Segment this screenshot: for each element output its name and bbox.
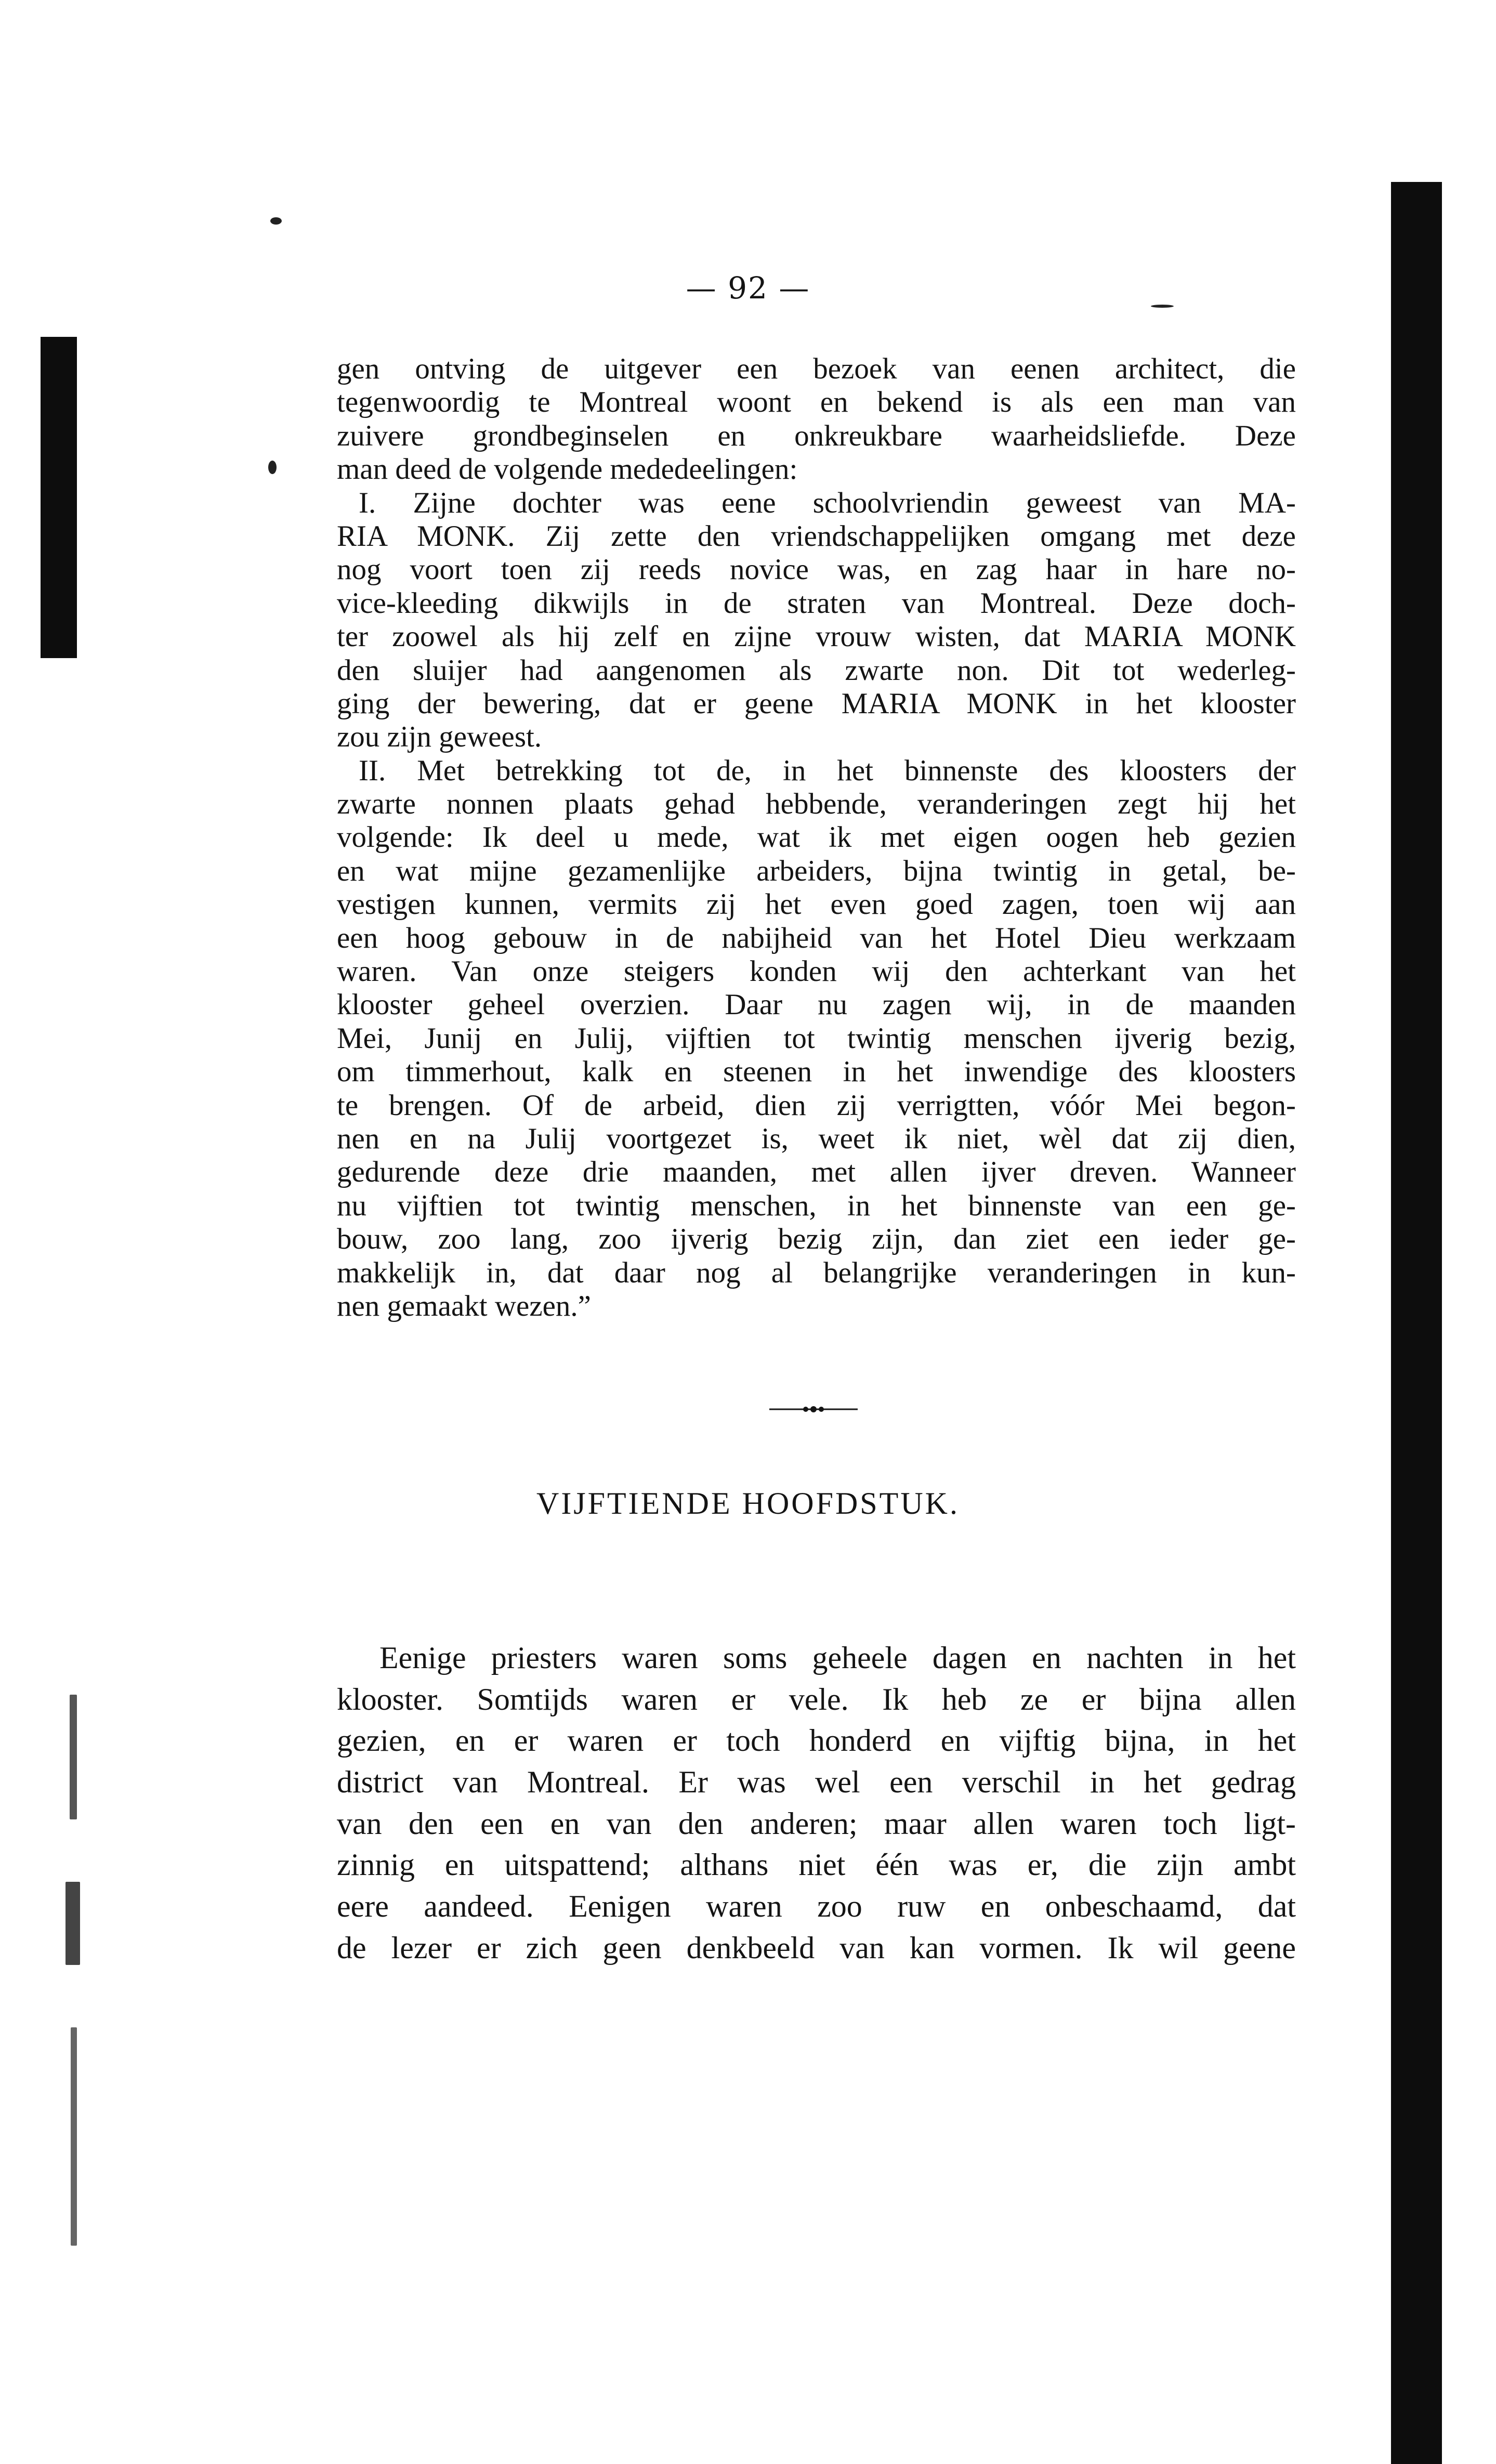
text-line: nu vijftien tot twintig menschen, in het binnenste van een ge-: [337, 1189, 1296, 1222]
scan-speck: [70, 1695, 77, 1819]
text-line: ter zoowel als hij zelf en zijne vrouw wisten, dat MARIA MONK: [337, 620, 1296, 653]
text-line: klooster geheel overzien. Daar nu zagen wij, in de maanden: [337, 988, 1296, 1021]
section-divider-ornament: [769, 1406, 858, 1413]
text-line: van den een en van den anderen; maar allen waren toch ligt-: [337, 1806, 1296, 1841]
text-line: vestigen kunnen, vermits zij het even goed zagen, toen wij aan: [337, 888, 1296, 921]
text-line: te brengen. Of de arbeid, dien zij verrigtten, vóór Mei begon-: [337, 1089, 1296, 1122]
text-line: II. Met betrekking tot de, in het binnenste des kloosters der: [359, 754, 1296, 787]
text-line: om timmerhout, kalk en steenen in het inwendige des kloosters: [337, 1055, 1296, 1089]
text-line: zinnig en uitspattend; althans niet één was er, die zijn ambt: [337, 1847, 1296, 1882]
text-line: zou zijn geweest.: [337, 720, 542, 754]
text-line: I. Zijne dochter was eene schoolvriendin geweest van MA-: [359, 486, 1296, 519]
text-line: waren. Van onze steigers konden wij den achterkant van het: [337, 955, 1296, 988]
text-line: gezien, en er waren er toch honderd en vijftig bijna, in het: [337, 1723, 1296, 1758]
scan-speck: [71, 2027, 77, 2246]
scan-border-right: [1391, 182, 1442, 2464]
scan-speck: [65, 1882, 80, 1965]
text-line: zwarte nonnen plaats gehad hebbende, veranderingen zegt hij het: [337, 788, 1296, 821]
text-line: RIA MONK. Zij zette den vriendschappelijken omgang met deze: [337, 519, 1296, 553]
text-line: district van Montreal. Er was wel een verschil in het gedrag: [337, 1765, 1296, 1800]
scan-speck: [268, 461, 277, 474]
text-line: nen gemaakt wezen.”: [337, 1289, 591, 1322]
text-line: eere aandeed. Eenigen waren zoo ruw en onbeschaamd, dat: [337, 1889, 1296, 1924]
text-line: gedurende deze drie maanden, met allen ijver dreven. Wanneer: [337, 1156, 1296, 1189]
text-line: zuivere grondbeginselen en onkreukbare waarheidsliefde. Deze: [337, 419, 1296, 452]
text-line: volgende: Ik deel u mede, wat ik met eigen oogen heb gezien: [337, 821, 1296, 854]
text-line: nen en na Julij voortgezet is, weet ik niet, wèl dat zij dien,: [337, 1122, 1296, 1155]
text-line: en wat mijne gezamenlijke arbeiders, bijna twintig in getal, be-: [337, 854, 1296, 887]
text-line: den sluijer had aangenomen als zwarte non. Dit tot wederleg-: [337, 653, 1296, 687]
text-line: klooster. Somtijds waren er vele. Ik heb ze er bijna allen: [337, 1682, 1296, 1716]
text-line: tegenwoordig te Montreal woont en bekend is als een man van: [337, 386, 1296, 419]
text-line: Eenige priesters waren soms geheele dagen en nachten in het: [379, 1641, 1296, 1675]
paragraph-2: [337, 1637, 1296, 1969]
text-line: makkelijk in, dat daar nog al belangrijke veranderingen in kun-: [337, 1256, 1296, 1289]
text-line: bouw, zoo lang, zoo ijverig bezig zijn, dan ziet een ieder ge-: [337, 1223, 1296, 1256]
paragraph-1: [337, 352, 1296, 1323]
text-line: ging der bewering, dat er geene MARIA MONK in het klooster: [337, 687, 1296, 720]
text-line: gen ontving de uitgever een bezoek van eenen architect, die: [337, 352, 1296, 385]
text-line: vice-kleeding dikwijls in de straten van Montreal. Deze doch-: [337, 586, 1296, 620]
text-line: Mei, Junij en Julij, vijftien tot twintig menschen ijverig bezig,: [337, 1021, 1296, 1055]
text-line: een hoog gebouw in de nabijheid van het Hotel Dieu werkzaam: [337, 921, 1296, 954]
scan-border-left: [41, 337, 77, 658]
text-line: nog voort toen zij reeds novice was, en zag haar in hare no-: [337, 553, 1296, 586]
chapter-heading: VIJFTIENDE HOOFDSTUK.: [536, 1486, 960, 1521]
text-line: man deed de volgende mededeelingen:: [337, 453, 798, 486]
scan-speck: [270, 217, 282, 225]
page-number: — 92 —: [686, 270, 810, 306]
text-line: de lezer er zich geen denkbeeld van kan vormen. Ik wil geene: [337, 1930, 1296, 1965]
